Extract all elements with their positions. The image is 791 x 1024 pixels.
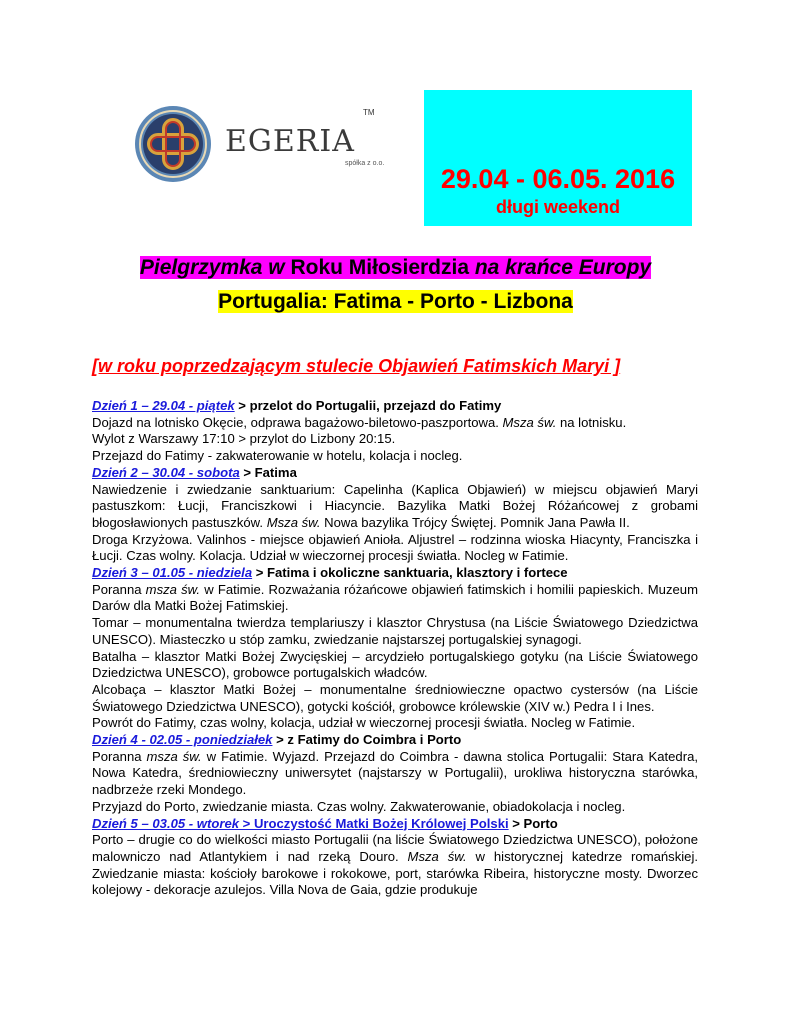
day5-feast: > Uroczystość Matki Bożej Królowej Polski: [239, 815, 509, 831]
day3-text5: Powrót do Fatimy, czas wolny, kolacja, udział w wieczornej procesji światła. Nocleg w Fatimie.: [92, 715, 636, 731]
day1-line2: Wylot z Warszawy 17:10 > przylot do Lizbony 20:15.: [92, 431, 396, 447]
day1-text: [92, 415, 698, 432]
trip-subtitle: długi weekend: [495, 197, 621, 217]
day2-t2: Nowa bazylika Trójcy Świętej. Pomnik Jana Pawła II.: [320, 514, 630, 530]
day3-header: [92, 565, 698, 582]
trip-dates: 29.04 - 06.05. 2016: [440, 164, 676, 194]
day5-mass: Msza św.: [407, 848, 467, 864]
day3-text3: Batalha – klasztor Matki Bożej Zwycięskiej – arcydzieło portugalskiego gotyku (na Liście Światowego Dziedzictwa UNESCO), grobowce portugalskich władców.: [92, 648, 698, 681]
logo-name: EGERIA: [225, 124, 355, 159]
day3-t1b: w Fatimie. Rozważania różańcowe objawień fatimskich i homilii papieskich. Muzeum Darów dla Matki Bożej Fatimskiej.: [92, 581, 698, 614]
day3-text1: [92, 582, 698, 615]
day1-link[interactable]: Dzień 1 – 29.04 - piątek: [92, 398, 235, 413]
day4-link[interactable]: Dzień 4 - 02.05 - poniedziałek: [92, 732, 273, 748]
day1-line3: Przejazd do Fatimy - zakwaterowanie w hotelu, kolacja i nocleg.: [92, 448, 463, 464]
day1-mass: Msza św.: [502, 414, 557, 430]
day4-text1: [92, 749, 698, 799]
day5-header: [92, 816, 698, 833]
day2-mass: Msza św.: [266, 514, 321, 530]
date-block: [424, 162, 692, 218]
day5-title: > Porto: [508, 815, 558, 831]
day3-title: > Fatima i okoliczne sanktuaria, klasztory i fortece: [252, 565, 568, 581]
day1-header: [92, 398, 698, 415]
day4-t1a: Poranna: [92, 748, 147, 764]
logo-sub: spółka z o.o.: [345, 160, 385, 167]
title-italic-a: Pielgrzymka w: [139, 256, 285, 279]
day4-title: > z Fatimy do Coimbra i Porto: [272, 732, 462, 748]
itinerary: [92, 398, 698, 899]
day4-text2: Przyjazd do Porto, zwiedzanie miasta. Czas wolny. Zakwaterowanie, obiadokolacja i nocleg.: [92, 798, 626, 814]
tagline: [w roku poprzedzającym stulecie Objawień Fatimskich Maryi ]: [92, 356, 621, 376]
day5-t1a: Porto – drugie co do wielkości miasto Portugalii (na liście Światowego Dziedzictwa UNESCO), położone malowniczo nad Atlantykiem i nad rzeką Douro.: [92, 832, 698, 864]
day2-t1: Nawiedzenie i zwiedzanie sanktuarium: Capelinha (Kaplica Objawień) w miejscu objawień Maryi pastuszkom: Łucji, Franciszkowi i Hiacyncie. Bazylika Matki Bożej Różańcowej z grobami błogosławionych pastuszków.: [92, 481, 698, 530]
day5-text1: [92, 832, 698, 899]
logo-tm: TM: [363, 108, 375, 117]
title-line2: [0, 289, 791, 315]
day2-header: [92, 465, 698, 482]
day1-title: > przelot do Portugalii, przejazd do Fatimy: [234, 398, 502, 413]
day4-mass: msza św.: [146, 748, 202, 764]
day1-line1b: na lotnisku.: [556, 414, 627, 430]
title-normal: Roku Miłosierdzia: [284, 256, 475, 279]
title-line1: [0, 255, 791, 281]
day1-line1: Dojazd na lotnisko Okęcie, odprawa bagażowo-biletowo-paszportowa.: [92, 414, 503, 430]
day3-text2: Tomar – monumentalna twierdza templariuszy i klasztor Chrystusa (na Liście Światowego Dziedzictwa UNESCO). Miasteczko u stóp zamku, zwiedzanie najstarszej portugalskiej synagogi.: [92, 615, 698, 647]
day5-link[interactable]: Dzień 5 – 03.05 - wtorek: [92, 815, 240, 831]
day2-text3: Droga Krzyżowa. Valinhos - miejsce objawień Anioła. Aljustrel – rodzinna wioska Hiacynty, Franciszka i Łucji. Czas wolny. Kolacja. Udział w wieczornej procesji światła. Nocleg w Fatimie.: [92, 531, 698, 564]
title-portugal: Portugalia: Fatima - Porto - Lizbona: [218, 290, 573, 313]
day2-link[interactable]: Dzień 2 – 30.04 - sobota: [92, 464, 240, 480]
day4-t1b: w Fatimie. Wyjazd. Przejazd do Coimbra - dawna stolica Portugalii: Stara Katedra, Nowa Katedra, średniowieczny uniwersytet (najstarszy w Portugalii), urokliwa historyczna starówka, nadbrzeże rzeki Mondego.: [92, 748, 698, 798]
day2-text1: [92, 482, 698, 532]
day3-text4: Alcobaça – klasztor Matki Bożej – monumentalne średniowieczne opactwo cystersów (na Liście Światowego Dziedzictwa UNESCO), gotycki kościół, grobowce królewskie (XIV w.) Pedra I i Ines.: [92, 681, 698, 714]
day5-t1b: w historycznej katedrze romańskiej. Zwiedzanie miasta: kościoły barokowe i rokokowe, port, starówka Ribeira, historyczne mosty. Dworzec kolejowy - dekoracje azulejos. Villa Nova de Gaia, gdzie produkuje: [92, 848, 698, 898]
day4-header: [92, 732, 698, 749]
title-italic-b: na krańce Europy: [474, 256, 652, 279]
day3-t1a: Poranna: [92, 581, 146, 597]
day3-mass: msza św.: [145, 581, 201, 597]
egeria-logo: [133, 104, 413, 184]
day2-title: > Fatima: [239, 464, 297, 480]
day3-link[interactable]: Dzień 3 – 01.05 - niedziela: [92, 565, 253, 581]
